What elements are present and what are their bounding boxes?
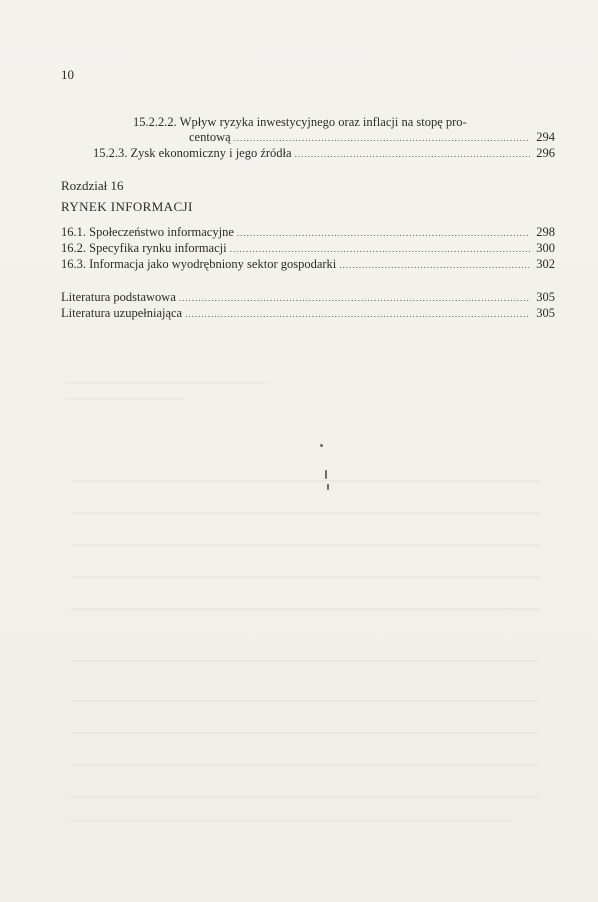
- chapter-label: Rozdział 16: [61, 178, 124, 193]
- toc-entry-label: centową: [189, 130, 231, 144]
- toc-entry-label: 16.2. Specyfika rynku informacji: [61, 241, 227, 255]
- toc-entry-15-2-2-2: [189, 130, 555, 146]
- show-through-mark: [66, 382, 266, 384]
- leader-dots: [339, 258, 530, 273]
- page-number: 10: [61, 67, 74, 82]
- show-through-mark: [70, 544, 540, 546]
- toc-entry-15-2-2-2-line1: 15.2.2.2. Wpływ ryzyka inwestycyjnego oraz inflacji na stopę pro-: [133, 115, 467, 129]
- toc-entry-16-2: [61, 241, 555, 257]
- toc-entry-label: Literatura podstawowa: [61, 290, 176, 304]
- toc-entry-page: 300: [536, 241, 555, 255]
- show-through-mark: [70, 660, 540, 662]
- show-through-mark: [70, 732, 540, 734]
- chapter-title: RYNEK INFORMACJI: [61, 199, 193, 214]
- toc-entry-page: 294: [536, 130, 555, 144]
- paper-speck: [320, 444, 323, 447]
- leader-dots: [230, 242, 530, 257]
- show-through-mark: [70, 700, 540, 702]
- leader-dots: [295, 147, 530, 162]
- toc-entry-16-3: [61, 257, 555, 273]
- leader-dots: [237, 226, 530, 241]
- show-through-mark: [70, 796, 540, 798]
- toc-entry-15-2-3: [93, 146, 555, 162]
- show-through-mark: [70, 576, 540, 578]
- toc-entry-label: 16.3. Informacja jako wyodrębniony sektor gospodarki: [61, 257, 337, 271]
- toc-entry-label: 16.1. Społeczeństwo informacyjne: [61, 225, 234, 239]
- leader-dots: [185, 307, 530, 322]
- toc-entry-page: 296: [536, 146, 555, 160]
- toc-entry-page: 305: [536, 290, 555, 304]
- toc-entry-label: Literatura uzupełniająca: [61, 306, 183, 320]
- leader-dots: [234, 131, 530, 146]
- toc-entry-literatura-podstawowa: [61, 290, 555, 306]
- show-through-mark: [70, 480, 540, 482]
- show-through-mark: [66, 398, 186, 400]
- show-through-mark: [70, 764, 540, 766]
- toc-entry-page: 305: [536, 306, 555, 320]
- toc-entry-label: 15.2.3. Zysk ekonomiczny i jego źródła: [93, 146, 292, 160]
- leader-dots: [179, 291, 530, 306]
- toc-entry-literatura-uzupelniajaca: [61, 306, 555, 322]
- toc-entry-page: 298: [536, 225, 555, 239]
- toc-entry-16-1: [61, 225, 555, 241]
- show-through-mark: [70, 608, 540, 610]
- show-through-mark: [70, 512, 540, 514]
- paper-speck: [325, 470, 327, 479]
- paper-speck: [327, 484, 329, 490]
- show-through-mark: [70, 820, 510, 822]
- toc-entry-page: 302: [536, 257, 555, 271]
